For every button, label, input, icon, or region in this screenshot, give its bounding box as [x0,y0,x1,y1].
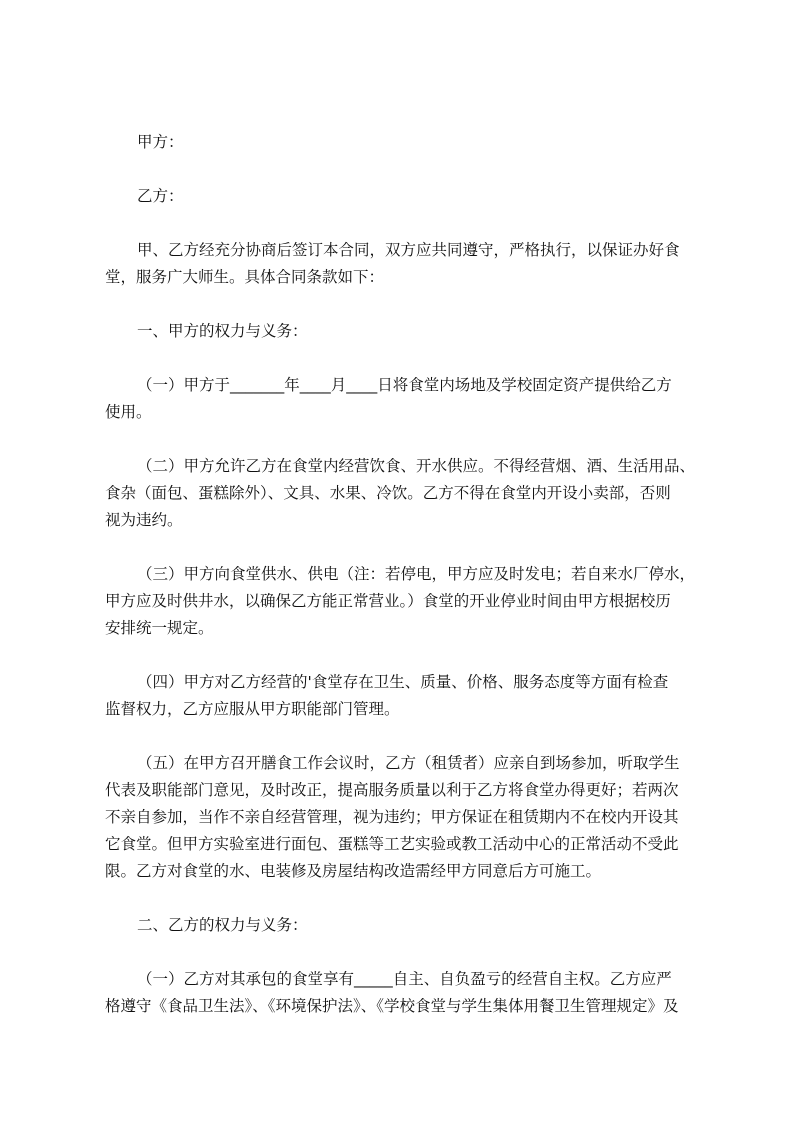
clause-line: （二）甲方允许乙方在食堂内经营饮食、开水供应。不得经营烟、酒、生活用品、 [137,457,696,475]
clause-line: 代表及职能部门意见，及时改正，提高服务质量以利于乙方将食堂办得更好；若两次 [105,781,679,799]
clause-line: 格遵守《食品卫生法》、《环境保护法》、《学校食堂与学生集体用餐卫生管理规定》及 [105,997,679,1015]
clause-line: 安排统一规定。 [105,619,214,637]
intro-line: 堂，服务广大师生。具体合同条款如下： [105,268,385,286]
clause-line: （一）甲方于_______年____月____日将食堂内场地及学校固定资产提供给乙方 [137,376,672,394]
clause-line: 使用。 [105,403,152,421]
clause-line: 限。乙方对食堂的水、电装修及房屋结构改造需经甲方同意后方可施工。 [105,862,602,880]
clause-line: （四）甲方对乙方经营的'食堂存在卫生、质量、价格、服务态度等方面有检查 [137,673,669,691]
party-b-label: 乙方： [137,187,184,205]
clause-line: （三）甲方向食堂供水、供电（注：若停电，甲方应及时发电；若自来水厂停水， [137,565,696,583]
section-heading-party-a: 一、甲方的权力与义务： [137,322,308,340]
clause-line: （一）乙方对其承包的食堂享有_____自主、自负盈亏的经营自主权。乙方应严 [137,970,672,988]
intro-line: 甲、乙方经充分协商后签订本合同，双方应共同遵守，严格执行，以保证办好食 [137,241,680,259]
clause-line: 视为违约。 [105,511,183,529]
clause-line: 甲方应及时供井水，以确保乙方能正常营业。）食堂的开业停业时间由甲方根据校历 [105,592,671,610]
clause-line: （五）在甲方召开膳食工作会议时，乙方（租赁者）应亲自到场参加，听取学生 [137,754,680,772]
party-a-label: 甲方： [137,133,184,151]
clause-line: 监督权力，乙方应服从甲方职能部门管理。 [105,700,400,718]
clause-line: 食杂（面包、蛋糕除外）、文具、水果、冷饮。乙方不得在食堂内开设小卖部，否则 [105,484,671,502]
clause-line: 它食堂。但甲方实验室进行面包、蛋糕等工艺实验或教工活动中心的正常活动不受此 [105,835,679,853]
section-heading-party-b: 二、乙方的权力与义务： [137,916,308,934]
clause-line: 不亲自参加，当作不亲自经营管理，视为违约；甲方保证在租赁期内不在校内开设其 [105,808,679,826]
